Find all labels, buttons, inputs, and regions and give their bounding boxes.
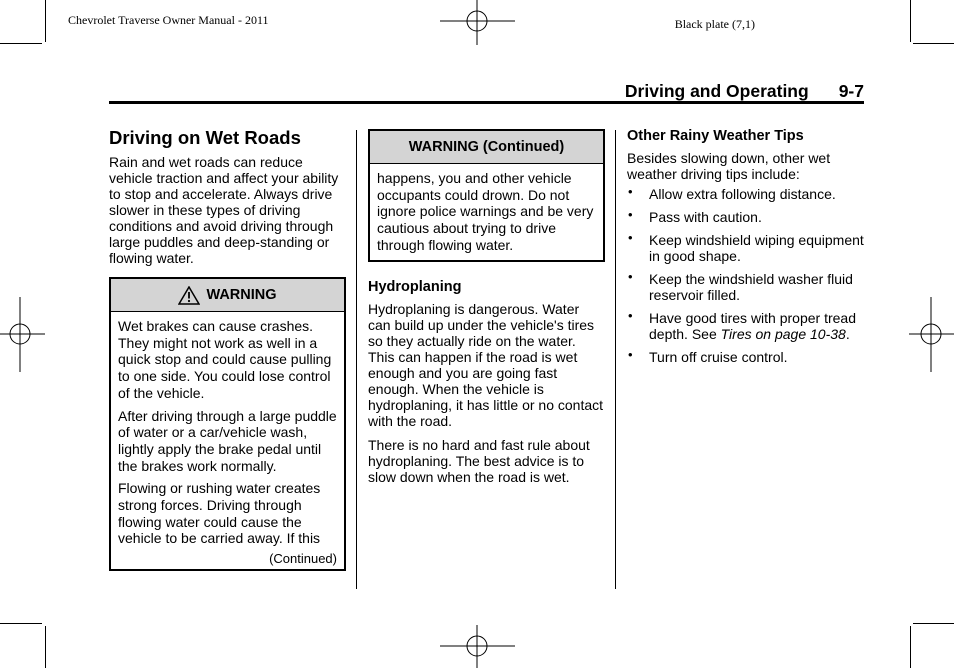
list-item: • Keep windshield wiping equipment in good shape. — [628, 230, 864, 264]
column-3 — [627, 128, 867, 372]
warning-triangle-icon — [178, 286, 200, 305]
warning-paragraph: Flowing or rushing water creates strong forces. Driving through flowing water could cause the vehicle to be carried away. If this — [118, 480, 321, 547]
warning-paragraph: happens, you and other vehicle occupants could drown. Do not ignore police warnings and be very cautious about trying to drive through flowing water. — [377, 170, 594, 253]
warning-continued-box — [368, 129, 605, 262]
registration-mark-left — [0, 297, 45, 372]
hydroplaning-heading: Hydroplaning — [368, 278, 462, 295]
warning-body — [111, 312, 344, 569]
continued-label: (Continued) — [269, 551, 337, 567]
page-number: 9-7 — [838, 81, 864, 101]
warning-box — [109, 277, 346, 571]
manual-title: Chevrolet Traverse Owner Manual - 2011 — [68, 13, 269, 27]
registration-mark-top — [440, 0, 515, 45]
header-rule — [109, 101, 864, 104]
tires-page-reference[interactable]: Tires on page 10-38 — [720, 326, 846, 342]
column-2 — [368, 129, 605, 485]
registration-mark-bottom — [440, 625, 515, 668]
warning-paragraph: After driving through a large puddle of water or a car/vehicle wash, lightly apply the brake pedal until the brakes work normally. — [118, 407, 337, 474]
warning-header — [111, 279, 344, 312]
list-item: • Turn off cruise control. — [628, 347, 788, 365]
list-item: • Have good tires with proper tread depth. See Tires on page 10-38. — [628, 308, 856, 342]
intro-paragraph: Rain and wet roads can reduce vehicle traction and affect your ability to stop and accelerate. Always drive slower in these types of driving conditions and avoid driving through large puddles and deep-standing or flowing water. — [109, 154, 339, 266]
list-item: • Allow extra following distance. — [628, 184, 836, 202]
rainy-tips-heading: Other Rainy Weather Tips — [627, 128, 804, 144]
hydroplaning-paragraph: Hydroplaning is dangerous. Water can build up under the vehicle's tires so they actually ride on the water. This can happen if the road is wet enough and you are going fast enough. When the vehicle is hydroplaning, it has little or no contact with the road. — [368, 300, 604, 429]
warning-continued-header: WARNING (Continued) — [370, 131, 603, 164]
plate-label: Black plate (7,1) — [674, 17, 755, 31]
hydroplaning-paragraph: There is no hard and fast rule about hydroplaning. The best advice is to slow down when the road is wet. — [368, 436, 590, 485]
section-name: Driving and Operating — [624, 81, 809, 101]
list-item: • Keep the windshield washer fluid reservoir filled. — [628, 269, 853, 303]
rainy-tips-list — [627, 186, 867, 365]
registration-mark-right — [909, 297, 954, 372]
list-item: • Pass with caution. — [628, 207, 762, 225]
warning-paragraph: Wet brakes can cause crashes. They might not work as well in a quick stop and could cause pulling to one side. You could lose control of the vehicle. — [118, 318, 332, 401]
column-divider-2 — [615, 130, 616, 589]
warning-heading: WARNING — [206, 287, 277, 303]
column-1 — [109, 128, 346, 571]
column-divider-1 — [356, 130, 357, 589]
rainy-tips-intro: Besides slowing down, other wet weather driving tips include: — [627, 150, 831, 182]
running-header — [625, 81, 864, 102]
page-title: Driving on Wet Roads — [109, 127, 301, 148]
warning-continued-body — [370, 164, 603, 260]
